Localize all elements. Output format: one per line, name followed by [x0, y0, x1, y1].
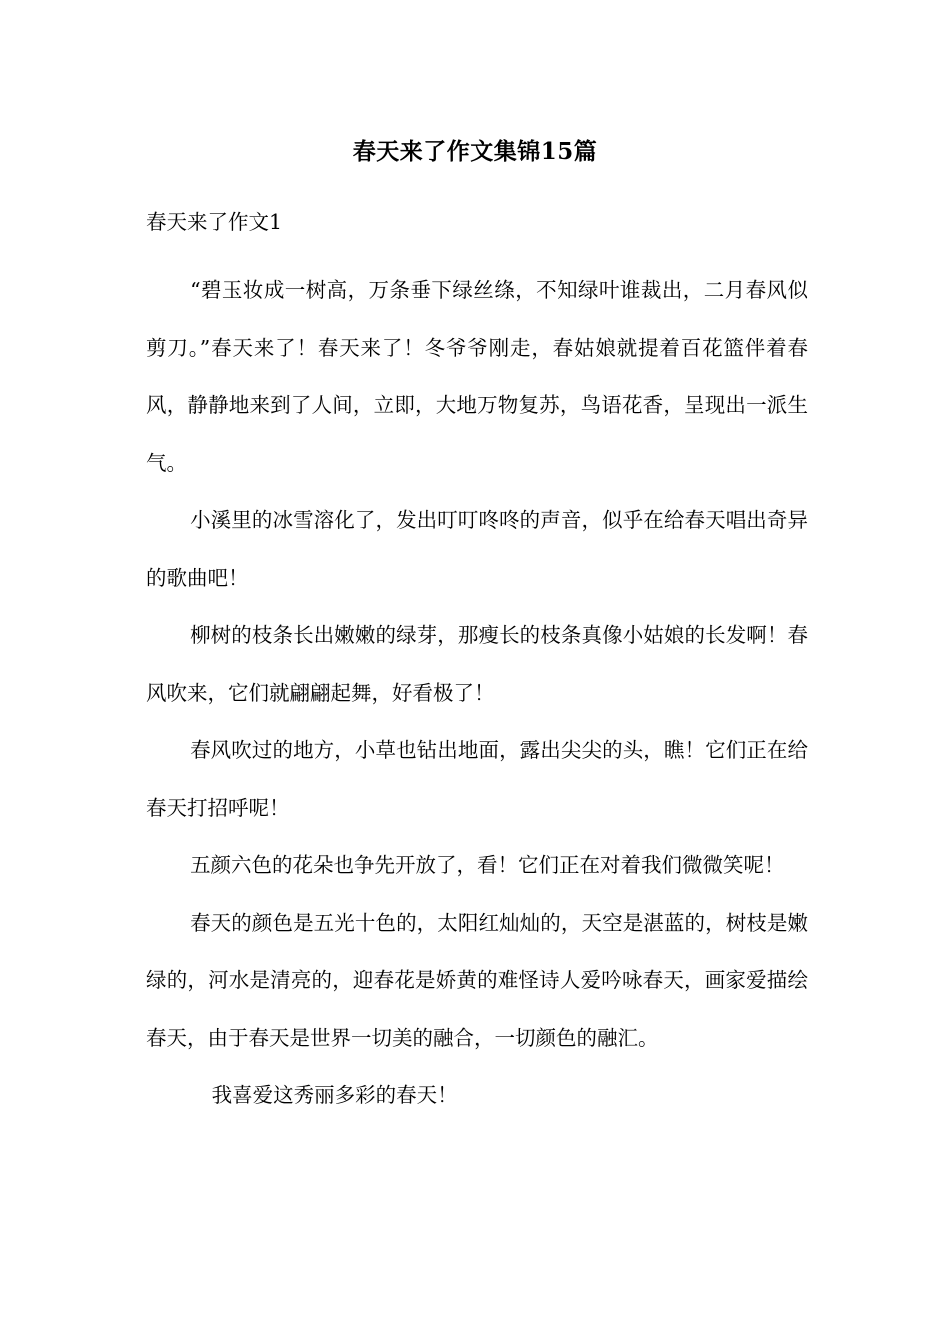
- closing-paragraph: 我喜爱这秀丽多彩的春天！: [211, 1083, 458, 1107]
- paragraph: 春天的颜色是五光十色的，太阳红灿灿的，天空是湛蓝的，树枝是嫩绿的，河水是清亮的，迎春花是娇黄的难怪诗人爱吟咏春天，画家爱描绘春天，由于春天是世界一切美的融合，一切颜色的融汇。: [146, 910, 808, 1050]
- paragraph: 春风吹过的地方，小草也钻出地面，露出尖尖的头，瞧！它们正在给春天打招呼呢！: [146, 738, 808, 820]
- paragraph: “碧玉妆成一树高，万条垂下绿丝绦，不知绿叶谁裁出，二月春风似剪刀。”春天来了！春天来了！冬爷爷刚走，春姑娘就提着百花篮伴着春风，静静地来到了人间，立即，大地万物复苏，鸟语花香，呈现出一派生气。: [146, 278, 808, 475]
- paragraph: 五颜六色的花朵也争先开放了，看！它们正在对着我们微微笑呢！: [190, 853, 785, 877]
- essay-body: [146, 262, 808, 1125]
- section-heading: 春天来了作文1: [146, 210, 283, 234]
- paragraph: 柳树的枝条长出嫩嫩的绿芽，那瘦长的枝条真像小姑娘的长发啊！春风吹来，它们就翩翩起舞，好看极了！: [146, 623, 808, 705]
- document-title: 春天来了作文集锦15篇: [352, 138, 598, 165]
- paragraph: 小溪里的冰雪溶化了，发出叮叮咚咚的声音，似乎在给春天唱出奇异的歌曲吧！: [146, 508, 808, 590]
